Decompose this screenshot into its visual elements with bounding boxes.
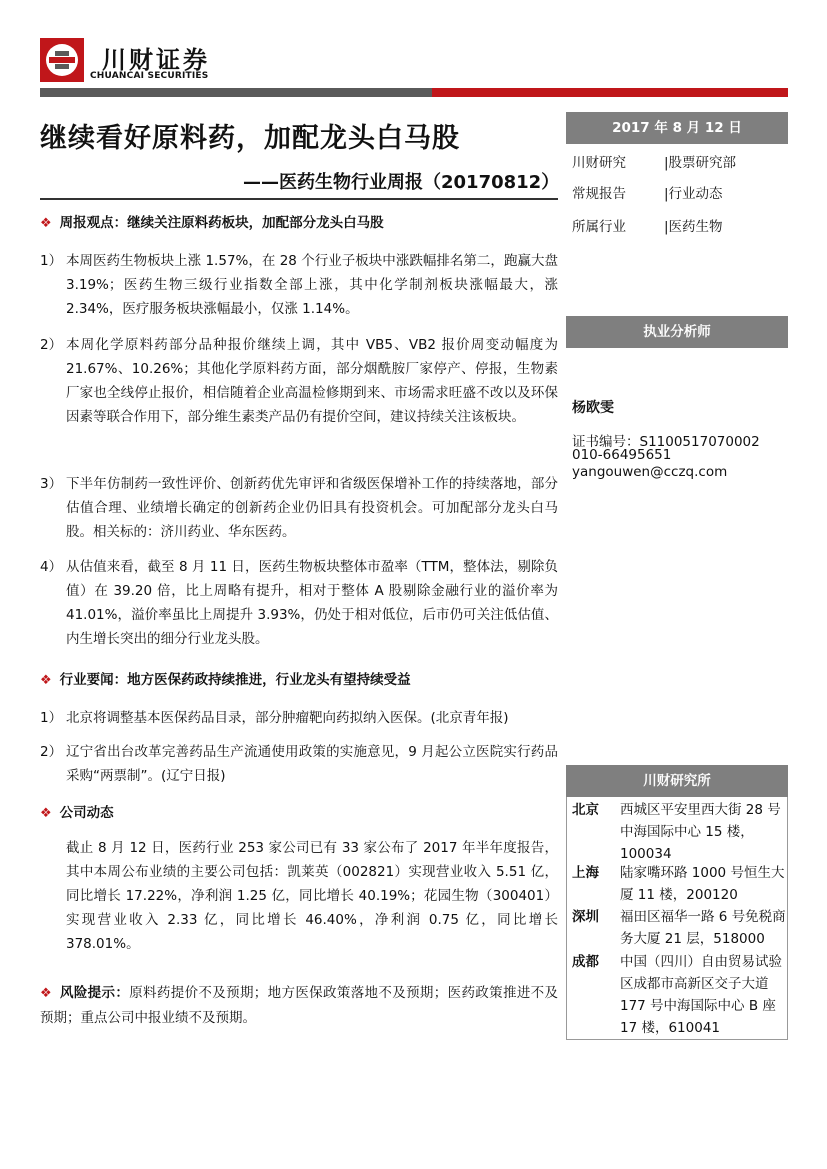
diamond-bullet-icon: ❖: [40, 986, 52, 1001]
analyst-phone: 010-66495651: [572, 447, 672, 463]
analyst-cert: 证书编号：S1100517070002: [572, 434, 760, 450]
brand-name-english: CHUANCAI SECURITIES: [90, 71, 209, 81]
list-item: 4） 从估值来看，截至 8 月 11 日，医药生物板块整体市盈率（TTM，整体法，剔除负值）在 39.20 倍，比上周略有提升，相对于整体 A 股剔除金融行业的溢价率为 41.01%，溢价率虽比上周提升 3.93%，仍处于相对低位，后市仍可关注低估值、内生增长突出的细分行业龙头股。: [40, 559, 558, 647]
meta-row: 川财研究 |股票研究部: [572, 155, 737, 171]
list-item: 2） 辽宁省出台改革完善药品生产流通使用政策的实施意见，9 月起公立医院实行药品采购“两票制”。(辽宁日报): [40, 744, 558, 784]
analyst-name: 杨欧雯: [572, 400, 614, 416]
meta-row: 常规报告 |行业动态: [572, 186, 723, 202]
report-date: 2017 年 8 月 12 日: [566, 112, 788, 144]
diamond-bullet-icon: ❖: [40, 673, 52, 688]
list-item: 2） 本周化学原料药部分品种报价继续上调，其中 VB5、VB2 报价周变动幅度为 21.67%、10.26%；其他化学原料药方面，部分烟酰胺厂家停产、停报，生物素厂家也全线停止报价，相信随着企业高温检修期到来、市场需求旺盛不改以及环保因素等联合作用下，部分维生素类产品仍有提价空间，建议持续关注该板块。: [40, 337, 558, 425]
report-title: 继续看好原料药，加配龙头白马股: [40, 123, 460, 154]
company-news-paragraph: 截止 8 月 12 日，医药行业 253 家公司已有 33 家公布了 2017 年半年度报告，其中本周公布业绩的主要公司包括：凯莱英（002821）实现营业收入 5.51 亿，同比增长 17.22%，净利润 1.25 亿，同比增长 40.19%；花园生物（300401）实现营业收入 2.33 亿，同比增长 46.40%，净利润 0.75 亿，同比增长 378.01%。: [66, 840, 558, 952]
list-item: 1） 本周医药生物板块上涨 1.57%，在 28 个行业子板块中涨跌幅排名第二，跑赢大盘 3.19%；医药生物三级行业指数全部上涨，其中化学制剂板块涨幅最大，涨 2.34%，医疗服务板块涨幅最小，仅涨 1.14%。: [40, 253, 558, 317]
meta-row: 所属行业 |医药生物: [572, 219, 723, 235]
report-subtitle: ——医药生物行业周报（20170812）: [243, 172, 560, 193]
diamond-bullet-icon: ❖: [40, 806, 52, 821]
institute-header: 川财研究所: [566, 765, 788, 797]
brand-name: 川财证券: [102, 46, 210, 74]
list-item: 3） 下半年仿制药一致性评价、创新药优先审评和省级医保增补工作的持续落地，部分估值合理、业绩增长确定的创新药企业仍旧具有投资机会。可加配部分龙头白马股。相关标的：济川药业、华东医药。: [40, 476, 558, 540]
analyst-header: 执业分析师: [566, 316, 788, 348]
section-heading-company: ❖ 公司动态: [40, 805, 114, 821]
header-bar-dark: [40, 88, 432, 97]
section-heading-news: ❖ 行业要闻：地方医保药政持续推进，行业龙头有望持续受益: [40, 672, 411, 688]
analyst-email[interactable]: yangouwen@cczq.com: [572, 464, 728, 480]
chuancai-logo-icon: [40, 38, 84, 82]
header-bar-red: [432, 88, 788, 97]
diamond-bullet-icon: ❖: [40, 216, 52, 231]
risk-warning: ❖ 风险提示：原料药提价不及预期；地方医保政策落地不及预期；医药政策推进不及预期；重点公司中报业绩不及预期。: [40, 985, 559, 1026]
section-heading-views: ❖ 周报观点：继续关注原料药板块，加配部分龙头白马股: [40, 215, 384, 231]
title-divider: [40, 198, 558, 200]
list-item: 1） 北京将调整基本医保药品目录，部分肿瘤靶向药拟纳入医保。(北京青年报): [40, 710, 509, 726]
